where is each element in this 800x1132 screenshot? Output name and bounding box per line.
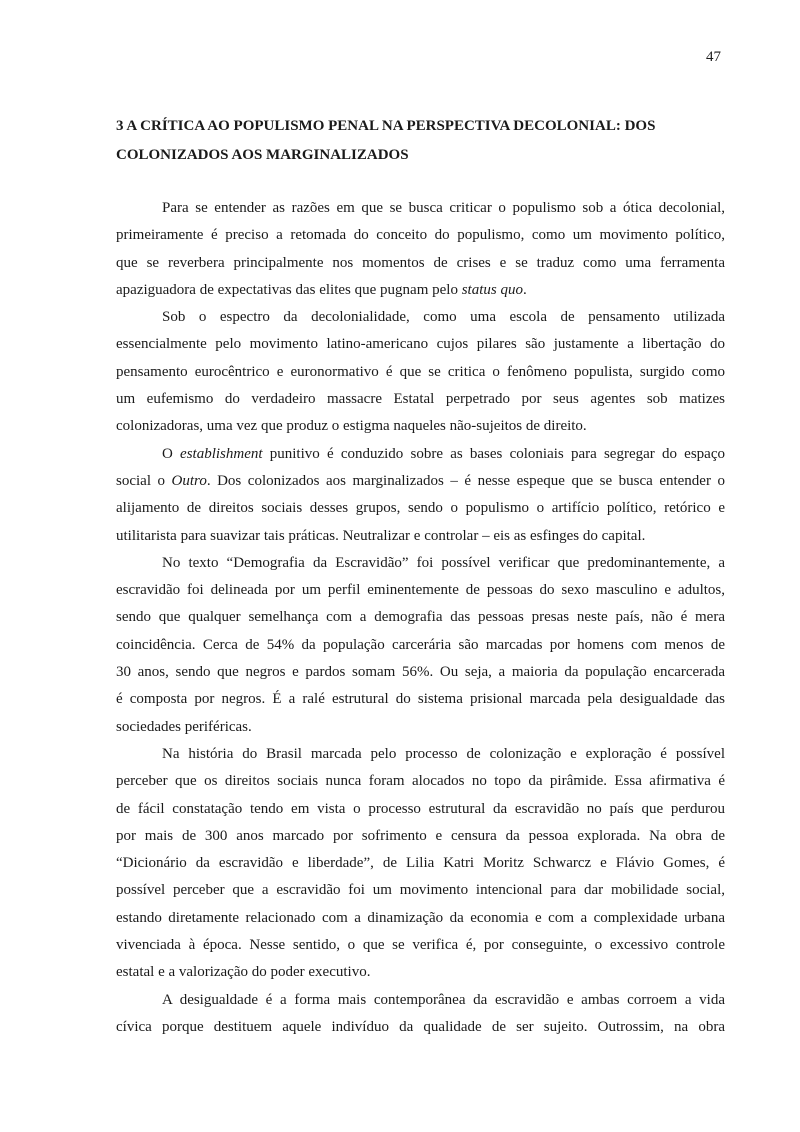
text-fragment: . Dos colonizados aos marginalizados – é nesse espeque que se busca entender o (206, 472, 725, 489)
text-line: estatal e a valorização do poder executivo. (116, 964, 371, 981)
italic-term-establishment: establishment (180, 445, 263, 462)
text-fragment: apaziguadora de expectativas das elites que pugnam pelo (116, 281, 462, 298)
text-line: pensamento eurocêntrico e euronormativo é que se critica o fenômeno populista, surgido como (116, 363, 725, 380)
text-line: por mais de 300 anos marcado por sofrimento e censura da pessoa explorada. Na obra de (116, 827, 725, 844)
text-line: 30 anos, sendo que negros e pardos somam 56%. Ou seja, a maioria da população encarcerada (116, 664, 725, 681)
body-text (116, 195, 725, 1041)
paragraph-slavery-demography (116, 550, 725, 741)
chapter-heading-line-2: COLONIZADOS AOS MARGINALIZADOS (116, 147, 409, 163)
text-line: escravidão foi delineada por um perfil eminentemente de pessoas do sexo masculino e adultos, (116, 582, 725, 599)
text-line: No texto “Demografia da Escravidão” foi possível verificar que predominantemente, a (162, 554, 725, 571)
text-fragment: O (162, 445, 181, 462)
text-line: alijamento de direitos sociais desses grupos, sendo o populismo o artifício político, retórico e (116, 500, 725, 517)
text-line: “Dicionário da escravidão e liberdade”, de Lilia Katri Moritz Schwarcz e Flávio Gomes, é (116, 855, 725, 872)
text-fragment: punitivo é conduzido sobre as bases coloniais para segregar do espaço (262, 445, 725, 462)
chapter-heading-line-1: 3 A CRÍTICA AO POPULISMO PENAL NA PERSPECTIVA DECOLONIAL: DOS (116, 118, 656, 134)
text-line: é composta por negros. É a ralé estrutural do sistema prisional marcada pela desigualdade das (116, 691, 725, 708)
paragraph-populism-concept (116, 195, 725, 304)
text-line: Na história do Brasil marcada pelo processo de colonização e exploração é possível (162, 745, 725, 762)
text-line: Sob o espectro da decolonialidade, como uma escola de pensamento utilizada (162, 309, 725, 326)
text-line: Para se entender as razões em que se busca criticar o populismo sob a ótica decolonial, (162, 200, 725, 216)
text-fragment: . (522, 281, 527, 298)
text-line: sendo que qualquer semelhança com a demografia das pessoas presas neste país, não é mera (116, 609, 725, 626)
text-line: A desigualdade é a forma mais contemporânea da escravidão e ambas corroem a vida (162, 991, 725, 1008)
text-line: vivenciada à época. Nesse sentido, o que se verifica é, por conseguinte, o excessivo controle (116, 937, 725, 954)
text-line: possível perceber que a escravidão foi um movimento intencional para dar mobilidade social, (116, 882, 725, 899)
text-line: um eufemismo do verdadeiro massacre Estatal perpetrado por seus agentes sob matizes (116, 391, 725, 408)
paragraph-brazil-history (116, 741, 725, 987)
text-line: utilitarista para suavizar tais práticas. Neutralizar e controlar – eis as esfinges do capital. (116, 527, 646, 544)
text-fragment: social o (116, 472, 172, 489)
paragraph-inequality (116, 987, 725, 1042)
text-line: sociedades periféricas. (116, 718, 252, 735)
italic-term-status-quo: status quo (461, 281, 523, 298)
italic-term-outro: Outro (171, 472, 207, 489)
page-number: 47 (706, 49, 721, 65)
text-line: que se reverbera principalmente nos momentos de crises e se traduz como uma ferramenta (116, 254, 725, 271)
text-line (116, 468, 725, 495)
text-line: essencialmente pelo movimento latino-americano cujos pilares são justamente a libertação do (116, 336, 725, 353)
text-line: de fácil constatação tendo em vista o processo estrutural da escravidão no país que perdurou (116, 800, 725, 817)
text-line (116, 277, 725, 304)
paragraph-decoloniality (116, 304, 725, 440)
text-line: cívica porque destituem aquele indivíduo da qualidade de ser sujeito. Outrossim, na obra (116, 1018, 725, 1035)
text-line: perceber que os direitos sociais nunca foram alocados no topo da pirâmide. Essa afirmativa é (116, 773, 725, 790)
text-line: colonizadoras, uma vez que produz o estigma naqueles não-sujeitos de direito. (116, 418, 587, 435)
text-line (116, 441, 725, 468)
text-line: primeiramente é preciso a retomada do conceito do populismo, como um movimento político, (116, 227, 725, 244)
paragraph-establishment (116, 441, 725, 550)
text-line: coincidência. Cerca de 54% da população carcerária são marcadas por homens com menos de (116, 636, 725, 653)
text-line: estando diretamente relacionado com a dinamização da economia e com a complexidade urbana (116, 909, 725, 926)
chapter-heading (116, 112, 725, 170)
